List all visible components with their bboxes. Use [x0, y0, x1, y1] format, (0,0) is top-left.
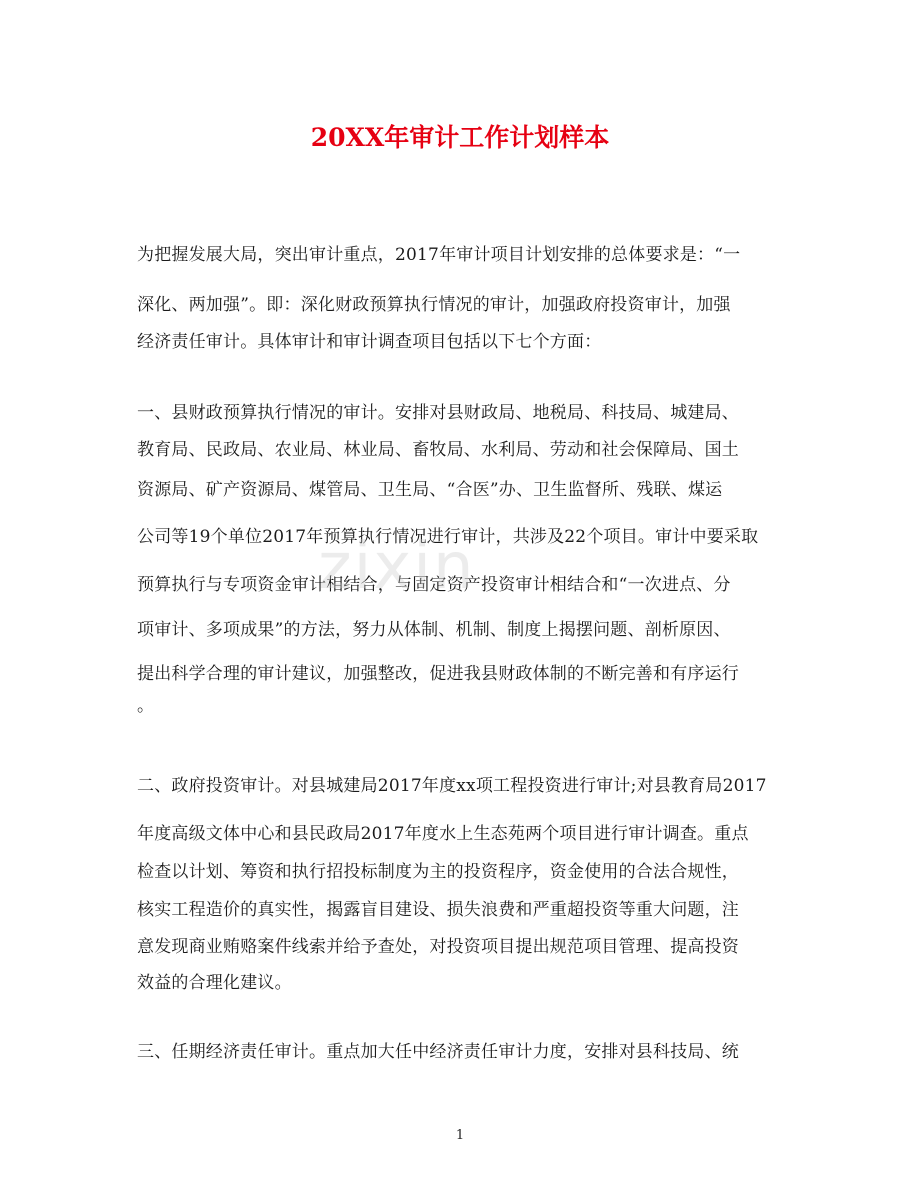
text-line: 三、任期经济责任审计。重点加大任中经济责任审计力度，安排对县科技局、统	[137, 1042, 739, 1062]
text-line: 深化、两加强”。即：深化财政预算执行情况的审计，加强政府投资审计，加强	[137, 295, 731, 315]
document-title: 20XX年审计工作计划样本	[310, 123, 610, 152]
text-line: 资源局、矿产资源局、煤管局、卫生局、“合医”办、卫生监督所、残联、煤运	[137, 480, 723, 500]
text-line: 教育局、民政局、农业局、林业局、畜牧局、水利局、劳动和社会保障局、国土	[137, 440, 739, 460]
text-line: 经济责任审计。具体审计和审计调查项目包括以下七个方面：	[137, 332, 602, 352]
text-line: 提出科学合理的审计建议，加强整改，促进我县财政体制的不断完善和有序运行	[137, 664, 739, 684]
page-number: 1	[455, 1128, 465, 1143]
text-line: 二、政府投资审计。对县城建局2017年度xx项工程投资进行审计;对县教育局2017	[137, 776, 767, 796]
text-line: 项审计、多项成果”的方法，努力从体制、机制、制度上揭摆问题、剖析原因、	[137, 620, 731, 640]
text-line: 为把握发展大局，突出审计重点，2017年审计项目计划安排的总体要求是：“一	[137, 245, 741, 265]
text-line: 公司等19个单位2017年预算执行情况进行审计，共涉及22个项目。审计中要采取	[137, 527, 759, 547]
watermark: zixin	[318, 530, 476, 604]
text-line: 一、县财政预算执行情况的审计。安排对县财政局、地税局、科技局、城建局、	[137, 403, 739, 423]
text-line: 。	[137, 696, 155, 716]
text-line: 意发现商业贿赂案件线索并给予查处，对投资项目提出规范项目管理、提高投资	[137, 937, 739, 957]
text-line: 检查以计划、筹资和执行招投标制度为主的投资程序，资金使用的合法合规性，	[137, 862, 739, 882]
text-line: 年度高级文体中心和县民政局2017年度水上生态苑两个项目进行审计调查。重点	[137, 824, 749, 844]
text-line: 效益的合理化建议。	[137, 973, 292, 993]
text-line: 核实工程造价的真实性，揭露盲目建设、损失浪费和严重超投资等重大问题，注	[137, 900, 739, 920]
text-line: 预算执行与专项资金审计相结合，与固定资产投资审计相结合和“一次进点、分	[137, 575, 731, 595]
